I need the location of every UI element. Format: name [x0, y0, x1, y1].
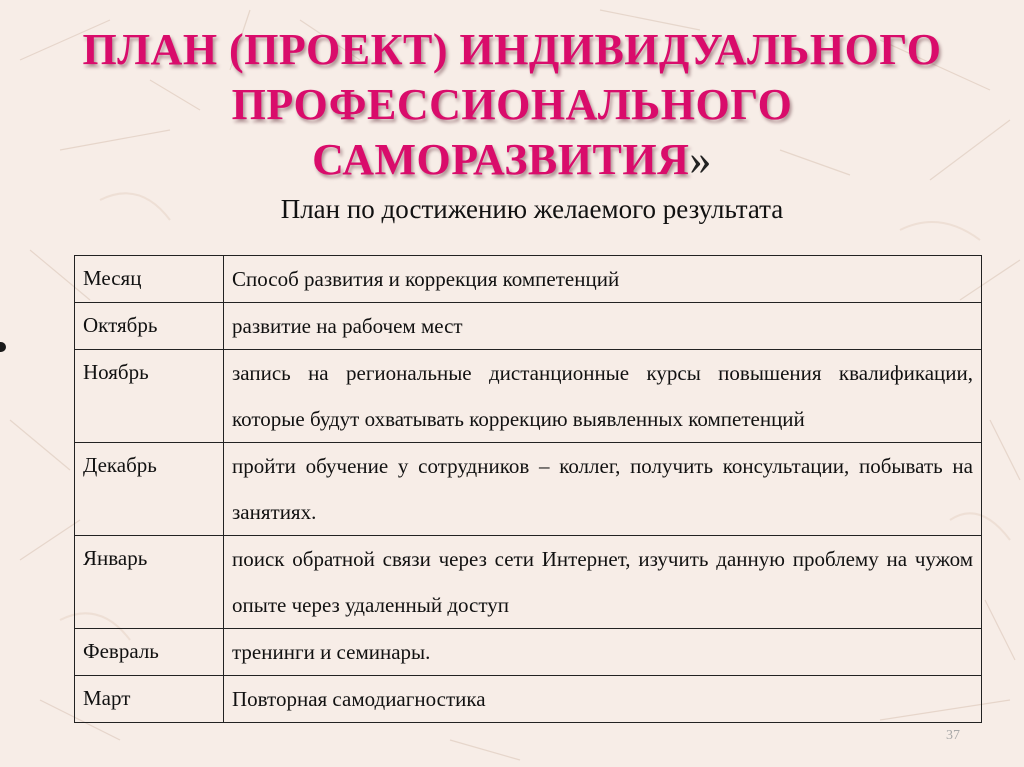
title-line-3 — [0, 132, 1024, 187]
month-cell: Январь — [75, 536, 224, 629]
table-row — [75, 350, 982, 443]
title-line-3-text: САМОРАЗВИТИЯ — [312, 135, 690, 184]
title-closing-quote: » — [689, 135, 712, 184]
table-row — [75, 303, 982, 350]
table-row — [75, 676, 982, 723]
action-cell: Повторная самодиагностика — [224, 676, 982, 723]
subtitle: План по достижению желаемого результата — [280, 194, 784, 224]
table-row — [75, 443, 982, 536]
table-row — [75, 629, 982, 676]
action-cell: тренинги и семинары. — [224, 629, 982, 676]
header-action: Способ развития и коррекция компетенций — [224, 256, 982, 303]
page-title — [0, 22, 1024, 187]
action-cell: запись на региональные дистанционные курсы повышения квалификации, которые будут охватывать коррекцию выявленных компетенций — [224, 350, 982, 443]
month-cell: Февраль — [75, 629, 224, 676]
month-cell: Октябрь — [75, 303, 224, 350]
month-cell: Март — [75, 676, 224, 723]
title-line-1: ПЛАН (ПРОЕКТ) ИНДИВИДУАЛЬНОГО — [82, 25, 942, 74]
table-row — [75, 536, 982, 629]
development-plan-table — [74, 255, 982, 723]
action-cell: поиск обратной связи через сети Интернет, изучить данную проблему на чужом опыте через удаленный доступ — [224, 536, 982, 629]
page-number: 37 — [946, 728, 960, 743]
month-cell: Декабрь — [75, 443, 224, 536]
action-cell: развитие на рабочем мест — [224, 303, 982, 350]
table-header-row — [75, 256, 982, 303]
header-month: Месяц — [75, 256, 224, 303]
action-cell: пройти обучение у сотрудников – коллег, получить консультации, побывать на занятиях. — [224, 443, 982, 536]
month-cell: Ноябрь — [75, 350, 224, 443]
title-line-2: ПРОФЕССИОНАЛЬНОГО — [231, 80, 793, 129]
